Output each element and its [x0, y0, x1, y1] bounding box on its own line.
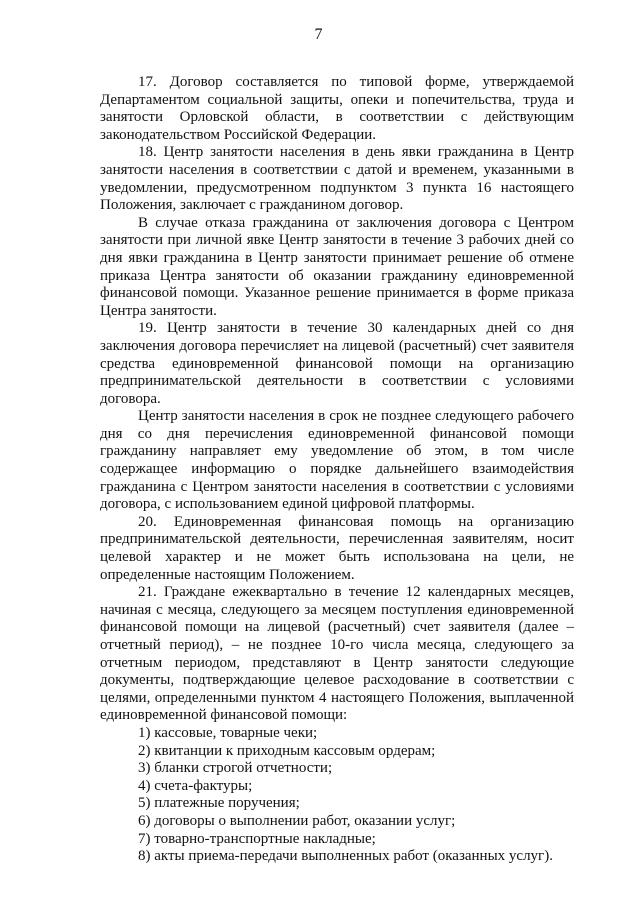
paragraph-20: 20. Единовременная финансовая помощь на организацию предпринимательской деятельности, перечисленная заявителям, носит целевой характер и не может быть использована на цели, не определенные настоящим Положением.: [100, 513, 574, 583]
paragraph-18: 18. Центр занятости населения в день явки гражданина в Центр занятости населения в соответствии с датой и временем, указанными в уведомлении, предусмотренном подпунктом 3 пункта 16 настоящего Положения, заключает с гражданином договор.: [100, 144, 574, 214]
list-item: 8) акты приема-передачи выполненных работ (оказанных услуг).: [138, 848, 553, 865]
list-item: 7) товарно-транспортные накладные;: [138, 830, 376, 847]
paragraph-17: 17. Договор составляется по типовой форме, утверждаемой Департаментом социальной защиты, опеки и попечительства, труда и занятости Орловской области, в соответствии с действующим законодательством Российской Федерации.: [100, 74, 574, 143]
page-content: [100, 74, 574, 866]
list-item: 1) кассовые, товарные чеки;: [138, 724, 318, 741]
paragraph-18-refusal: В случае отказа гражданина от заключения договора с Центром занятости при личной явке Центр занятости в течение 3 рабочих дней со дня явки гражданина в Центр занятости принимает решение об отмене приказа Центра занятости об оказании гражданину единовременной финансовой помощи. Указанное решение принимается в форме приказа Центра занятости.: [100, 214, 574, 319]
list-item: 5) платежные поручения;: [138, 795, 300, 812]
documents-list: [100, 725, 574, 866]
list-item: 2) квитанции к приходным кассовым ордерам;: [138, 742, 436, 759]
page-number: 7: [314, 26, 323, 43]
paragraph-19: 19. Центр занятости в течение 30 календарных дней со дня заключения договора перечисляет на лицевой (расчетный) счет заявителя средства единовременной финансовой помощи на организацию предпринимательской деятельности в соответствии с условиями договора.: [100, 320, 574, 407]
list-item: 4) счета-фактуры;: [138, 777, 253, 794]
paragraph-21: 21. Граждане ежеквартально в течение 12 календарных месяцев, начиная с месяца, следующего за месяцем поступления единовременной финансовой помощи на лицевой (расчетный) счет заявителя (далее – отчетный период), – не позднее 10-го числа месяца, следующего за отчетным периодом, представляют в Центр занятости следующие документы, подтверждающие целевое расходование в соответствии с целями, определенными пунктом 4 настоящего Положения, выплаченной единовременной финансовой помощи:: [100, 584, 574, 724]
list-item: 6) договоры о выполнении работ, оказании услуг;: [138, 812, 456, 829]
paragraph-19-notification: Центр занятости населения в срок не позднее следующего рабочего дня со дня перечисления единовременной финансовой помощи гражданину направляет ему уведомление об этом, в том числе содержащее информацию о порядке дальнейшего взаимодействия гражданина с Центром занятости населения в соответствии с условиями договора, с использованием единой цифровой платформы.: [100, 408, 574, 513]
list-item: 3) бланки строгой отчетности;: [138, 760, 333, 777]
